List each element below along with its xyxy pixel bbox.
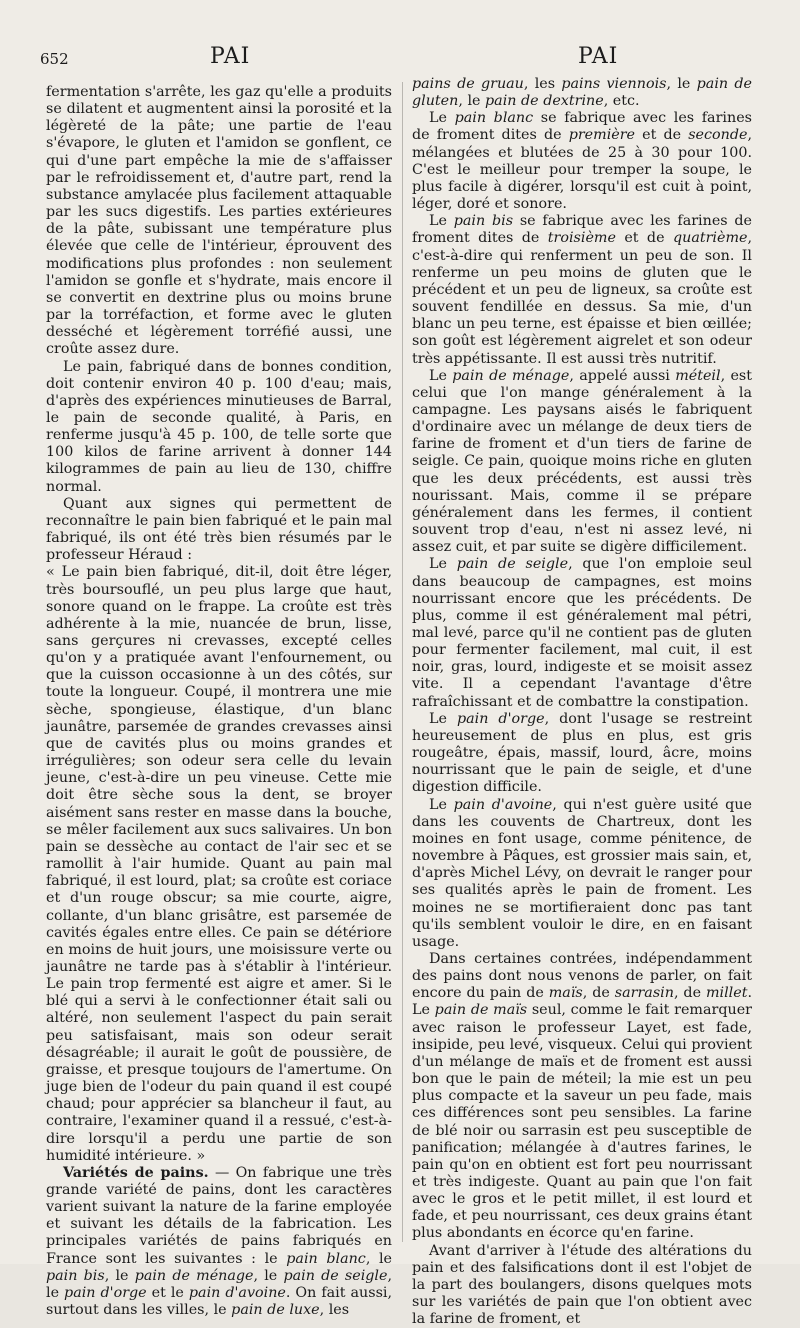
text: , mélangées et blutées de 25 à 30 pour 100. C'est le meilleur pour tremper la soupe, le plus facile à digérer, lorsqu'il est cuit à point, léger, doré et sonore. bbox=[412, 127, 752, 213]
column-divider bbox=[402, 82, 403, 1242]
variety-viennois: pains viennois bbox=[561, 76, 667, 92]
left-column bbox=[46, 84, 392, 1319]
paragraph-other-grains bbox=[412, 951, 752, 1243]
sep: , les bbox=[523, 76, 562, 92]
sep: , le bbox=[458, 93, 486, 110]
text: , appelé aussi bbox=[569, 367, 676, 384]
text: se fabrique avec les farines de froment dites de bbox=[412, 110, 752, 144]
paragraph-pain-avoine bbox=[412, 797, 752, 951]
varietes-text-b: . On fait aussi, surtout dans les villes, le bbox=[46, 1284, 393, 1319]
term: première bbox=[568, 127, 636, 144]
sep: , le bbox=[104, 1267, 135, 1284]
running-head-right: PAI bbox=[578, 44, 619, 69]
sep: , le bbox=[46, 1267, 393, 1301]
sep: , le bbox=[365, 1250, 393, 1267]
term: pain de maïs bbox=[434, 1002, 528, 1019]
variety-luxe: pain de luxe bbox=[231, 1302, 320, 1319]
text: Le bbox=[429, 556, 457, 573]
paragraph-continued-varieties bbox=[412, 76, 752, 110]
text: seul, comme le fait remarquer avec raison le professeur Layet, est fade, insipide, peu levé, visqueux. Celui qui provient d'un mélange de maïs et de froment est aussi bon que le pain de méteil; la mie est un peu plus compacte et la saveur un peu fade, mais ces différences sont peu sensibles. La farine de blé noir ou sarrasin est peu susceptible de panification; mélangée à d'autres farines, le pain qu'on en obtient est fort peu nourrissant et très indigeste. Quant au pain que l'on fait avec le gros et le petit millet, il est lourd et fade, et peu nourrissant, ces deux grains étant plus abondants en écorce qu'en farine. bbox=[412, 1002, 752, 1242]
term: méteil bbox=[675, 367, 721, 384]
variety-dextrine: pain de dextrine bbox=[485, 93, 604, 110]
text: , de bbox=[582, 985, 615, 1002]
paragraph-varietes bbox=[46, 1165, 392, 1319]
term: maïs bbox=[548, 985, 583, 1002]
text: et de bbox=[615, 230, 673, 247]
term: troisième bbox=[547, 230, 616, 247]
variety-blanc: pain blanc bbox=[286, 1250, 366, 1267]
variety-gruau: pains de gruau bbox=[412, 76, 524, 92]
variety-bis: pain bis bbox=[46, 1267, 105, 1284]
text: . Le bbox=[412, 985, 753, 1019]
text: , de bbox=[673, 985, 706, 1002]
variety-avoine: pain d'avoine bbox=[188, 1284, 286, 1301]
text: , est celui que l'on mange généralement à la campagne. Les paysans aisés le fabriquent d'ordinaire avec un mélange de deux tiers de farine de froment et d'un tiers de farine de seigle. Ce pain, quoique moins riche en gluten que les deux précédents, est aussi très nourissant. Mais, comme il se prépare généralement dans les fermes, il contient souvent trop d'eau, n'est ni assez levé, ni assez cuit, et par suite se digère difficilement. bbox=[412, 367, 752, 556]
text: Le bbox=[429, 110, 455, 127]
sep: , le bbox=[253, 1267, 284, 1284]
paragraph-heraud-quote: « Le pain bien fabriqué, dit-il, doit être léger, très boursouflé, un peu plus large que haut, sonore quand on le frappe. La croûte est très adhérente à la mie, nuancée de brun, lisse, sans gerçures ni crevasses, excepté celles qu'on y a pratiquée avant l'enfournement, ou que la cuisson occasionne à un des côtés, sur toute la longueur. Coupé, il montrera une mie sèche, spongieuse, élastique, d'un blanc jaunâtre, parsemée de grandes crevasses ainsi que de cavités plus ou moins grandes et irrégulières; son odeur sera celle du levain jeune, c'est-à-dire un peu vineuse. Cette mie doit être sèche sous la dent, se broyer aisément sans rester en masse dans la bouche, se mêler facilement aux sucs salivaires. Un bon pain se dessèche au contact de l'air sec et se ramollit à l'air humide. Quant au pain mal fabriqué, il est lourd, plat; sa croûte est coriace et d'un rouge obscur; sa mie courte, aigre, collante, d'un blanc grisâtre, est parsemée de cavités égales entre elles. Ce pain se détériore en moins de huit jours, une moisissure verte ou jaunâtre ne tarde pas à s'établir à l'intérieur. Le pain trop fermenté est aigre et amer. Si le blé qui a servi à le confectionner était sali ou altéré, non seulement l'aspect du pain serait peu satisfaisant, mais son odeur serait désagréable; il aurait le goût de poussière, de graisse, et presque toujours de l'amertume. On juge bien de l'odeur du pain quand il est coupé chaud; pour apprécier sa blancheur il faut, au contraire, l'examiner quand il a ressué, c'est-à-dire lorsqu'il a perdu une partie de son humidité intérieure. » bbox=[46, 564, 392, 1164]
sep: et le bbox=[146, 1284, 189, 1301]
paragraph-pain-orge bbox=[412, 711, 752, 797]
running-head-left: PAI bbox=[210, 44, 251, 69]
variety-gluten: pain de gluten bbox=[412, 76, 752, 110]
paragraph-alterations: Avant d'arriver à l'étude des altérations du pain et des falsifications dont il est l'objet de la part des boulangers, disons quelques mots sur les variétés de pain que l'on obtient avec la farine de froment, et bbox=[412, 1242, 752, 1328]
paragraph-pain-bis bbox=[412, 213, 752, 367]
varietes-text-c: , les bbox=[319, 1302, 350, 1319]
variety-orge: pain d'orge bbox=[64, 1284, 147, 1301]
text: , dont l'usage se restreint heureusement de plus en plus, est gris rougeâtre, épais, massif, lourd, âcre, moins nourrissant que le pain de seigle, et d'une digestion difficile. bbox=[412, 710, 753, 796]
text: et de bbox=[635, 127, 689, 144]
paragraph-pain-blanc bbox=[412, 110, 752, 213]
paragraph-water-content: Le pain, fabriqué dans de bonnes condition, doit contenir environ 40 p. 100 d'eau; mais, d'après des expériences minutieuses de Barral, le pain de seconde qualité, à Paris, en renferme jusqu'à 45 p. 100, de telle sorte que 100 kilos de farine arrivent à donner 144 kilogrammes de pain au lieu de 130, chiffre normal. bbox=[46, 358, 392, 495]
text: Le bbox=[429, 367, 453, 384]
term: sarrasin bbox=[614, 985, 674, 1002]
varietes-text-a: — On fabrique une très grande variété de pains, dont les caractères varient suivant la nature de la farine employée et suivant les détails de la fabrication. Les principales variétés de pains fabriqués en France sont les suivantes : le bbox=[46, 1164, 392, 1267]
page-number: 652 bbox=[40, 50, 69, 68]
text: , que l'on emploie seul dans beaucoup de campagnes, est moins nourrissant encore que les précédents. De plus, comme il est généralement mal pétri, mal levé, parce qu'il ne contient pas de gluten pour fermenter facilement, mal cuit, il est noir, gras, lourd, indigeste et se moisit assez vite. Il a cependant l'avantage d'être rafraîchissant et de combattre la constipation. bbox=[412, 556, 753, 710]
paragraph-pain-seigle bbox=[412, 556, 752, 710]
text: , c'est-à-dire qui renferment un peu de son. Il renferme un peu moins de gluten que le précédent et un peu de ligneux, sa croûte est souvent fendillée en dessus. Sa mie, d'un blanc un peu terne, est épaisse et bien œillée; son goût est légèrement aigrelet et son odeur très appétissante. Il est aussi très nutritif. bbox=[412, 230, 753, 367]
term: pain d'avoine bbox=[453, 796, 553, 813]
term: pain de seigle bbox=[456, 556, 569, 573]
sep: , etc. bbox=[603, 93, 640, 110]
variety-menage: pain de ménage bbox=[134, 1267, 254, 1284]
text: Le bbox=[429, 710, 457, 727]
term: pain d'orge bbox=[456, 710, 545, 727]
right-column bbox=[412, 76, 752, 1328]
text: Le bbox=[429, 796, 454, 813]
variety-seigle: pain de seigle bbox=[283, 1267, 388, 1284]
term: quatrième bbox=[672, 230, 748, 247]
term: pain de ménage bbox=[452, 367, 570, 384]
term: pain bis bbox=[453, 213, 514, 230]
term: millet bbox=[705, 985, 748, 1002]
text: Dans certaines contrées, indépendamment des pains dont nous venons de parler, on fait encore du pain de bbox=[412, 950, 752, 1002]
text: Le bbox=[429, 213, 454, 230]
varietes-heading: Variétés de pains. bbox=[63, 1164, 209, 1181]
sep: , le bbox=[666, 76, 697, 92]
text: se fabrique avec les farines de froment dites de bbox=[412, 213, 753, 247]
paragraph-fermentation: fermentation s'arrête, les gaz qu'elle a produits se dilatent et augmentent ainsi la porosité et la légèreté de la pâte; une partie de l'eau s'évapore, le gluten et l'amidon se gonflent, ce qui d'une part empêche la mie de s'affaisser par le refroidissement et, d'autre part, rend la substance amylacée plus facilement attaquable par les sucs digestifs. Les parties extérieures de la pâte, subissant une température plus élevée que celle de l'intérieur, éprouvent des modifications plus profondes : non seulement l'amidon se gonfle et s'hydrate, mais encore il se convertit en dextrine plus ou moins brune par la torréfaction, et forme avec le gluten desséché et légèrement torréfié aussi, une croûte assez dure. bbox=[46, 84, 392, 358]
term: seconde bbox=[688, 127, 748, 144]
paragraph-signs: Quant aux signes qui permettent de reconnaître le pain bien fabriqué et le pain mal fabriqué, ils ont été très bien résumés par le professeur Héraud : bbox=[46, 495, 392, 564]
text: , qui n'est guère usité que dans les couvents de Chartreux, dont les moines en font usage, comme pénitence, de novembre à Pâques, est grossier mais sain, et, d'après Michel Lévy, on devrait le ranger pour ses qualités après le pain de froment. Les moines ne se mortifieraient donc pas tant qu'ils semblent vouloir le dire, en en faisant usage. bbox=[412, 796, 753, 950]
paragraph-pain-menage bbox=[412, 368, 752, 557]
term: pain blanc bbox=[454, 110, 534, 127]
